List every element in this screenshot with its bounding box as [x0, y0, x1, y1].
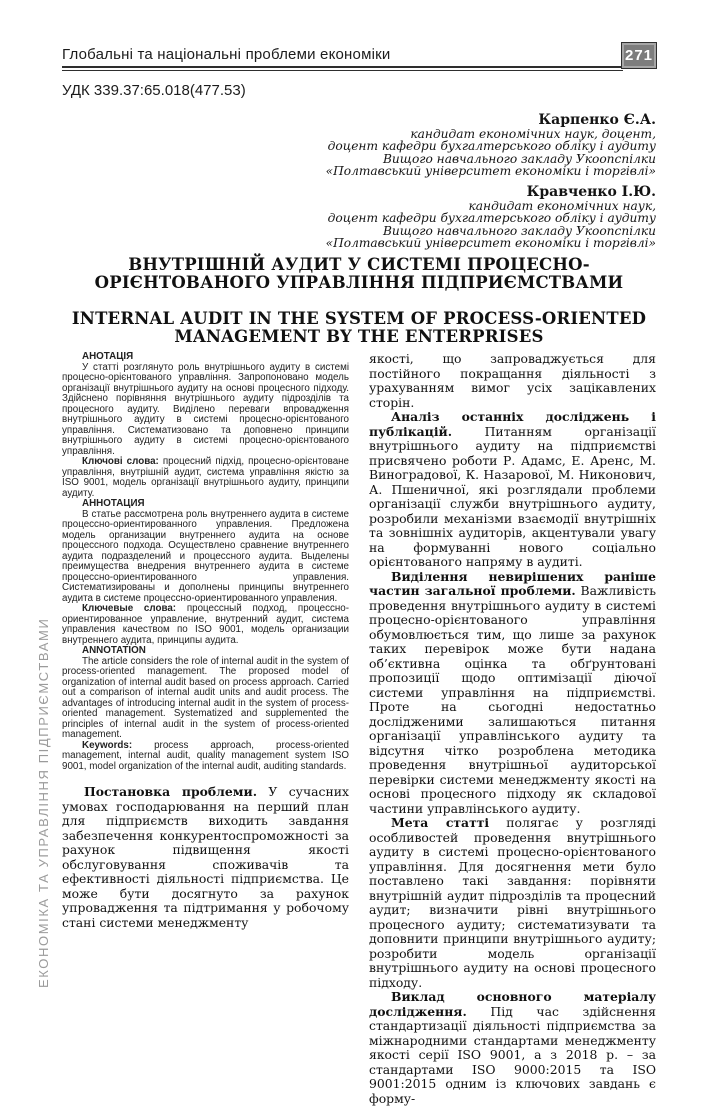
author-affiliation-line: «Полтавський університет економіки і торгівлі»	[325, 236, 656, 251]
abstract-heading-en: ANNOTATION	[82, 645, 146, 656]
right-column	[369, 351, 656, 1106]
author-affiliation-line: кандидат економічних наук, доцент,	[410, 127, 656, 141]
body-paragraph	[369, 352, 656, 410]
abstract-ru	[62, 499, 349, 646]
author-affiliation-line: Вищого навчального закладу Укоопспілки	[382, 223, 656, 238]
author-1	[326, 112, 656, 177]
keywords-label-en: Keywords:	[82, 739, 133, 751]
abstract-heading-ru: АННОТАЦИЯ	[82, 498, 145, 509]
page-number-badge: 271	[621, 42, 657, 69]
author-affiliation-line: Вищого навчального закладу Укоопспілки	[382, 151, 656, 166]
article-title-uk: ВНУТРІШНІЙ АУДИТ У СИСТЕМІ ПРОЦЕСНО-ОРІЄНТОВАНОГО УПРАВЛІННЯ ПІДПРИЄМСТВАМИ	[94, 255, 624, 292]
author-affiliation-line: доцент кафедри бухгалтерського обліку і аудиту	[327, 139, 656, 154]
paragraph-lead: Постановка проблеми.	[84, 784, 258, 799]
keywords-label-ru: Ключевые слова:	[82, 603, 177, 614]
running-header: Глобальні та національні проблеми економіки	[62, 46, 391, 63]
keywords-text-ru: процессный подход, процессно-ориентированное управление, внутренний аудит, система управления качеством по ISO 9001, модель организации внутреннего аудита, принципы аудита.	[62, 603, 349, 646]
abstract-heading-uk: АНОТАЦІЯ	[82, 351, 134, 362]
header-rule	[62, 66, 623, 71]
paragraph-text: Під час здійснення стандартизації діяльності підприємства за міжнародними стандартами менеджменту якості серії ISO 9001, а з 2018 р. – за стандартами ISO 9000:2015 та ISO 9001:2015 одним із ключових завдань є форму-	[369, 1003, 656, 1106]
udc-label: УДК 339.37:65.018(477.53)	[62, 82, 246, 99]
sidebar-section-label: ЕКОНОМІКА ТА УПРАВЛІННЯ ПІДПРИЄМСТВАМИ	[36, 617, 51, 988]
author-name: Кравченко І.Ю.	[526, 184, 656, 201]
author-affiliation-line: доцент кафедри бухгалтерського обліку і аудиту	[327, 211, 656, 226]
text-columns	[62, 351, 656, 1106]
abstract-body-uk: У статті розглянуто роль внутрішнього аудиту в системі процесно-орієнтованого управління. Запропоновано модель організації внутрішнього аудиту на основі процесного підходу. Здійснено порівняння внутрішнього аудиту підрозділів та процесного аудиту. Виділено переваги впровадження внутрішнього аудиту в системі процесно-орієнтованого управління. Систематизовано та доповнено принципи внутрішнього аудиту в системі процесно-орієнтованого управління.	[62, 361, 349, 457]
left-column	[62, 352, 349, 986]
paragraph-lead: Виклад основного матеріалу дослідження.	[369, 989, 656, 1019]
author-2	[326, 184, 656, 249]
abstract-uk	[62, 352, 349, 499]
body-paragraph	[369, 570, 656, 817]
keywords-label-uk: Ключові слова:	[82, 456, 159, 467]
body-paragraph	[369, 410, 656, 570]
body-paragraph	[62, 785, 349, 930]
author-name: Карпенко Є.А.	[538, 112, 656, 128]
author-affiliation-line: кандидат економічних наук,	[468, 199, 656, 214]
abstract-body-ru: В статье рассмотрена роль внутреннего аудита в системе процессно-ориентированного управления. Предложена модель организации внутреннего аудита на основе процессного подхода. Осуществлено сравнение внутреннего аудита подразделений и процессного аудита. Выделены преимущества внедрения внутреннего аудита в системе процессно-ориентированного управления. Систематизированы и дополнены принципы внутреннего аудита в системе процессно-ориентированного управления.	[62, 508, 349, 604]
author-affiliation-line: «Полтавський університет економіки і торгівлі»	[325, 163, 656, 178]
paragraph-text: У сучасних умовах господарювання на перший план для підприємств виходить завдання забезпечення конкурентоспроможності за рахунок підвищення якості обслуговування споживачів та ефективності діяльності підприємства. Це може бути досягнуто за рахунок упровадження та підтримання у робочому стані системи менеджменту	[62, 784, 349, 930]
body-paragraph	[369, 816, 656, 990]
paragraph-text: якості, що запроваджується для постійного покращання діяльності з урахуванням вимог усіх зацікавлених сторін.	[369, 351, 656, 410]
paragraph-lead: Мета статті	[391, 815, 490, 830]
abstract-body-en: The article considers the role of internal audit in the system of process-oriented management. The proposed model of organization of internal audit based on process approach. Carried out a comparison of internal audit units and audit process. The advantages of introducing internal audit in the system of process-oriented management. Systematized and supplemented the principles of internal audit in the system of process-oriented management.	[62, 655, 349, 740]
keywords-text-en: process approach, process-oriented management, internal audit, quality management system ISO 9001, model organization of the internal audit, auditing standards.	[62, 739, 349, 772]
keywords-uk	[62, 457, 349, 499]
author-block	[326, 112, 656, 256]
paragraph-lead: Виділення невирішених раніше частин загальної проблеми.	[369, 568, 656, 598]
keywords-text-uk: процесний підхід, процесно-орієнтоване управління, внутрішній аудит, система управління якістю за ISO 9001, модель організації внутрішнього аудиту, принципи аудиту.	[62, 456, 349, 499]
keywords-en	[62, 741, 349, 773]
paragraph-lead: Аналіз останніх досліджень і публікацій.	[369, 409, 656, 439]
paragraph-text: полягає у розгляді особливостей проведення внутрішнього аудиту в системі процесно-орієнтованого управління. Для досягнення мети було поставлено такі завдання: порівняти внутрішній аудит підрозділів та процесний аудит; визначити рівні внутрішнього процесного аудиту; систематизувати та доповнити принципи внутрішнього аудиту; розробити модель організації внутрішнього аудиту на основі процесного підходу.	[369, 815, 656, 990]
abstract-en	[62, 646, 349, 772]
body-paragraph	[369, 990, 656, 1106]
paragraph-text: Питанням організації внутрішнього аудиту на підприємстві присвячено роботи Р. Адамс, Е. Аренс, М. Виноградової, К. Назарової, М. Никонович, А. Пшеничної, які розглядали проблеми організації служби внутрішнього аудиту, розробили механізми взаємодії внутрішніх та зовнішніх аудиторів, акцентували увагу на формуванні нового соціально орієнтованого напряму в аудиті.	[369, 423, 656, 569]
article-title-en: INTERNAL AUDIT IN THE SYSTEM OF PROCESS-ORIENTED MANAGEMENT BY THE ENTERPRISES	[71, 309, 647, 346]
paragraph-text: Важливість проведення внутрішнього аудиту в системі процесно-орієнтованого управління обумовлюється тим, що лише за рахунок таких перевірок може бути надана об’єктивна оцінка та обґрунтовані пропозиції щодо оптимізації діючої системи управління на підприємстві. Проте на сьогодні недостатньо дослідженими залишаються питання організації управлінського аудиту та відсутня чітко розроблена методика проведення внутрішньої аудиторської перевірки системи менеджменту якості на основі процесного підходу як складової частини управлінського аудиту.	[369, 583, 656, 816]
keywords-ru	[62, 604, 349, 646]
